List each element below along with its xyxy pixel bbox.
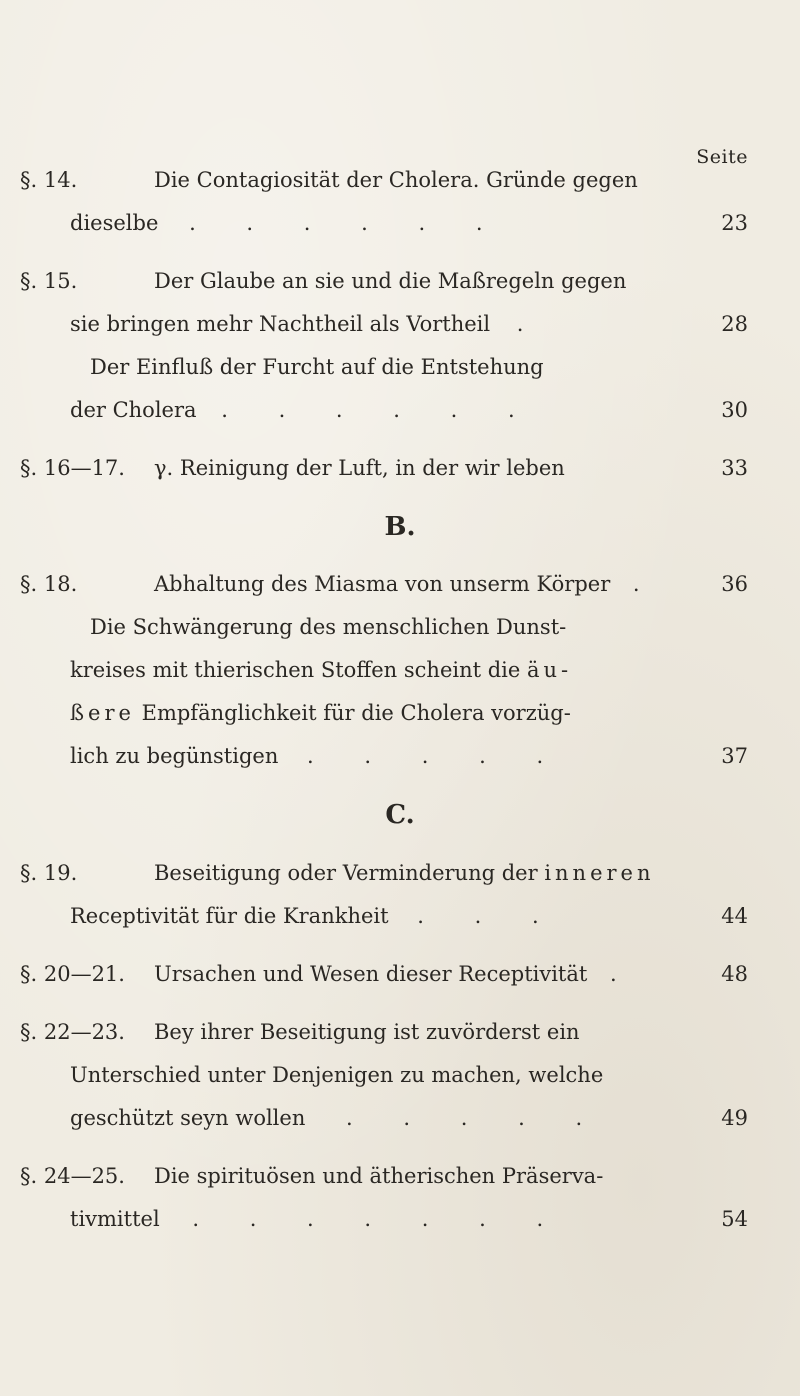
- entry-16-section: §. 16—17.: [20, 456, 125, 480]
- entry-22-line3: geschützt seyn wollen . . . . .: [70, 1106, 605, 1130]
- entry-15-page: 28: [721, 312, 748, 336]
- entry-14-line1: §. 14. Die Contagiosität der Cholera. Gründe gegen: [20, 168, 638, 192]
- entry-18-page: 36: [721, 572, 748, 596]
- entry-24-line2: tivmittel . . . . . . .: [70, 1207, 566, 1231]
- entry-15b-line1: Der Einfluß der Furcht auf die Entstehung: [90, 355, 544, 379]
- entry-22-dots: . . . . .: [346, 1106, 605, 1130]
- entry-20-line1: §. 20—21. Ursachen und Wesen dieser Receptivität .: [20, 962, 617, 986]
- entry-15b-line2: der Cholera . . . . . .: [70, 398, 537, 422]
- entry-19-page: 44: [721, 904, 748, 928]
- entry-16-line1: §. 16—17. γ. Reinigung der Luft, in der wir leben: [20, 456, 565, 480]
- entry-24-section: §. 24—25.: [20, 1164, 125, 1188]
- entry-18b-line4: lich zu begünstigen . . . . .: [70, 744, 566, 768]
- entry-19-line1: §. 19. Beseitigung oder Verminderung der inneren: [20, 861, 655, 885]
- entry-15b-dots: . . . . . .: [221, 398, 537, 422]
- entry-18b-dots: . . . . .: [307, 744, 566, 768]
- entry-15-line1: §. 15. Der Glaube an sie und die Maßregeln gegen: [20, 269, 627, 293]
- seite-header: Seite: [696, 146, 748, 168]
- entry-22-page: 49: [721, 1106, 748, 1130]
- entry-22-line2: Unterschied unter Denjenigen zu machen, welche: [70, 1063, 604, 1087]
- entry-18b-line1: Die Schwängerung des menschlichen Dunst-: [90, 615, 567, 639]
- entry-18b-line3: ßere Empfänglichkeit für die Cholera vorzüg-: [70, 701, 571, 725]
- entry-19-dots: . . .: [417, 904, 561, 928]
- entry-16-page: 33: [721, 456, 748, 480]
- entry-22-line1: §. 22—23. Bey ihrer Beseitigung ist zuvörderst ein: [20, 1020, 580, 1044]
- entry-18-line1: §. 18. Abhaltung des Miasma von unserm Körper .: [20, 572, 640, 596]
- entry-15b-page: 30: [721, 398, 748, 422]
- entry-14-page: 23: [721, 211, 748, 235]
- entry-19-line2: Receptivität für die Krankheit . . .: [70, 904, 561, 928]
- entry-24-line1: §. 24—25. Die spirituösen und ätherischen Präserva-: [20, 1164, 604, 1188]
- entry-18b-line2: kreises mit thierischen Stoffen scheint die äu-: [70, 658, 573, 682]
- entry-24-dots: . . . . . . .: [192, 1207, 566, 1231]
- entry-18-section: §. 18.: [20, 572, 78, 596]
- entry-19-section: §. 19.: [20, 861, 78, 885]
- section-mark-b: B.: [384, 512, 416, 542]
- entry-15-dots: .: [516, 312, 524, 336]
- entry-20-dots: .: [610, 962, 617, 986]
- entry-14-section: §. 14.: [20, 168, 78, 192]
- entry-18b-page: 37: [721, 744, 748, 768]
- entry-20-page: 48: [721, 962, 748, 986]
- entry-14-line2: dieselbe . . . . . .: [70, 211, 505, 235]
- section-mark-c: C.: [385, 800, 415, 830]
- entry-14-dots: . . . . . .: [189, 211, 505, 235]
- entry-15-section: §. 15.: [20, 269, 78, 293]
- entry-15-line2: sie bringen mehr Nachtheil als Vortheil .: [70, 312, 524, 336]
- entry-18-dots: .: [632, 572, 640, 596]
- entry-24-page: 54: [721, 1207, 748, 1231]
- entry-20-section: §. 20—21.: [20, 962, 125, 986]
- entry-22-section: §. 22—23.: [20, 1020, 125, 1044]
